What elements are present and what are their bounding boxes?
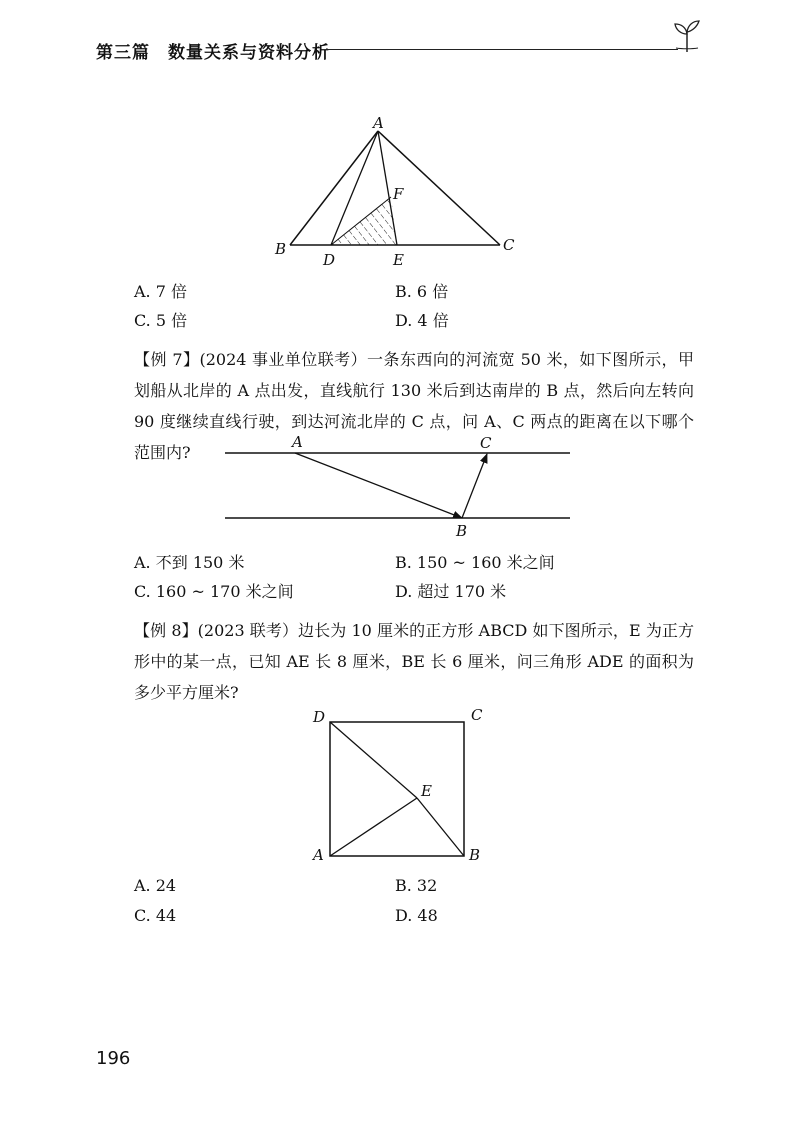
label-F: F	[393, 185, 404, 203]
label-B: B	[275, 240, 287, 258]
path-BC	[462, 454, 487, 518]
path-AB	[295, 453, 462, 518]
option-b: B. 6 倍	[395, 282, 449, 301]
label-C: C	[503, 236, 515, 254]
label-D: D	[323, 251, 336, 269]
label-C: C	[480, 434, 492, 452]
option-b: B. 150 ~ 160 米之间	[395, 553, 555, 572]
option-a: A. 不到 150 米	[134, 553, 245, 572]
square-ABCD	[330, 722, 464, 856]
label-C: C	[471, 706, 483, 724]
label-B: B	[456, 522, 468, 540]
option-c: C. 44	[134, 906, 177, 925]
option-a: A. 24	[134, 876, 177, 895]
triangle-figure	[265, 112, 525, 272]
option-c: C. 160 ~ 170 米之间	[134, 582, 294, 601]
example-8-text: 【例 8】(2023 联考）边长为 10 厘米的正方形 ABCD 如下图所示，E 为正方形中的某一点，已知 AE 长 8 厘米，BE 长 6 厘米，问三角形 ADE 的面积为多少平方厘米?	[134, 621, 694, 702]
line-BE	[417, 798, 464, 856]
label-E: E	[393, 251, 404, 269]
sprout-icon	[672, 18, 702, 54]
label-A: A	[292, 433, 303, 451]
header-divider	[326, 49, 678, 50]
option-d: D. 超过 170 米	[395, 582, 507, 601]
square-figure	[305, 702, 495, 868]
chapter-title: 第三篇 数量关系与资料分析	[96, 43, 330, 63]
page-number: 196	[96, 1048, 131, 1069]
label-D: D	[313, 708, 326, 726]
label-B: B	[469, 846, 481, 864]
label-A: A	[313, 846, 324, 864]
option-c: C. 5 倍	[134, 311, 188, 330]
line-AE	[330, 798, 417, 856]
line-DE	[330, 722, 417, 798]
label-E: E	[421, 782, 432, 800]
option-b: B. 32	[395, 876, 438, 895]
option-d: D. 48	[395, 906, 438, 925]
option-d: D. 4 倍	[395, 311, 449, 330]
example-7-text: 【例 7】(2024 事业单位联考）一条东西向的河流宽 50 米，如下图所示，甲划船从北岸的 A 点出发，直线航行 130 米后到达南岸的 B 点，然后向左转向 90 度继续直线行驶，到达河流北岸的 C 点，问 A、C 两点的距离在以下哪个范围内?	[134, 350, 694, 462]
option-a: A. 7 倍	[134, 282, 187, 301]
label-A: A	[373, 114, 384, 132]
river-figure	[220, 432, 580, 542]
